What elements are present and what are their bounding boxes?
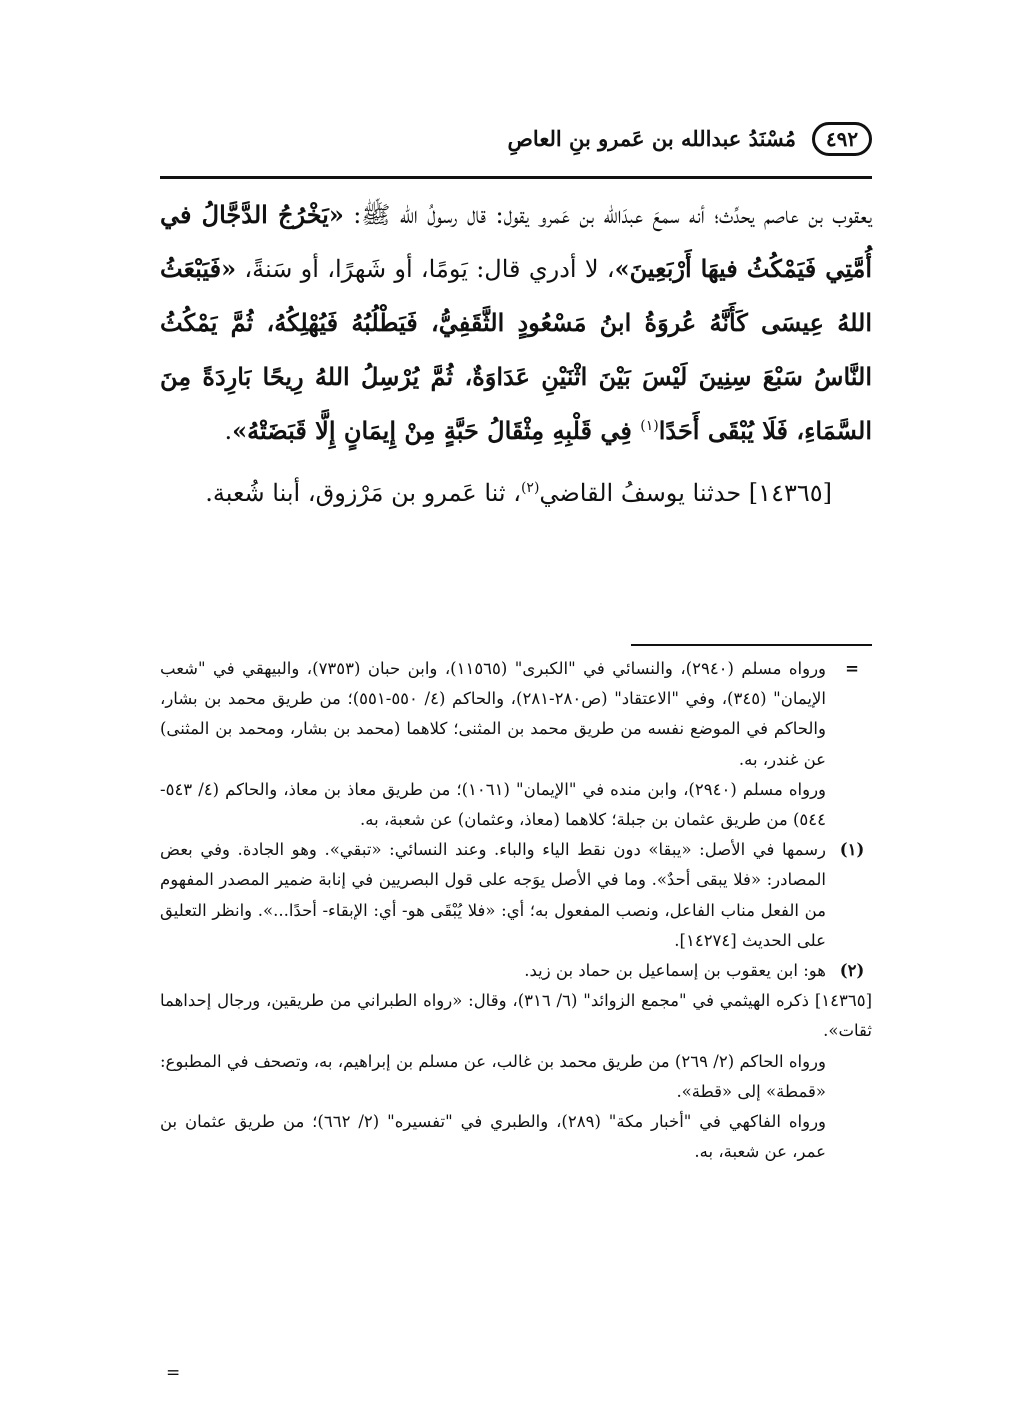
- footnote-line: ورواه الفاكهي في "أخبار مكة" (٢٨٩)، والطبري في "تفسيره" (٢/ ٦٦٢)؛ من طريق عثمان بن عمر، عن شعبة، به.: [160, 1112, 827, 1162]
- footnote-text: ذكره الهيثمي في "مجمع الزوائد" (٦/ ٣١٦)، وقال: «رواه الطبراني من طريقين، ورجال إحداهما ثقات».: [160, 991, 872, 1041]
- footnotes: [160, 654, 872, 1167]
- narration-text: .: [224, 417, 233, 445]
- continuation-marker-bottom: =: [166, 1363, 181, 1383]
- hadith-number: [١٤٣٦٥]: [814, 991, 873, 1011]
- footnote-text: رسمها في الأصل: «يبقا» دون نقط الياء والباء. وعند النسائي: «تبقي». وهو الجادة. وفي بعض المصادر: «فلا يبقى أحدٌ». وما في الأصل يوَجه على قول البصريين في إنابة ضمير المصدر المفهوم من الفعل مناب الفاعل، ونصب المفعول به؛ أي: «فلا يُبْقَى هو- أي: الإبقاء- أحدًا...». وانظر التعليق على الحديث [١٤٢٧٤].: [160, 840, 826, 950]
- prophetic-quote: «فَيَبْعَثُ اللهُ عِيسَى كَأَنَّهُ عُروَةُ ابنُ مَسْعُودٍ الثَّقَفِيُّ، فَيَطْلُبُهُ فَيُهْلِكُهُ، ثُمَّ يَمْكُثُ النَّاسُ سَبْعَ سِنِينَ لَيْسَ بَيْنَ اثْنَيْنِ عَدَاوَةٌ، ثُمَّ يُرْسِلُ اللهُ رِيحًا بَارِدَةً مِنَ السَّمَاءِ، فَلَا يُبْقَى أَحَدًا: [160, 254, 872, 445]
- header-rule: [160, 176, 872, 179]
- prophetic-quote: «يَخْرُجُ الدَّجَّالُ في أُمَّتِي فَيَمْكُثُ فيهَا أَرْبَعِينَ»: [160, 200, 872, 283]
- footnote-ref-1: (١): [640, 418, 659, 434]
- isnad-text: [١٤٣٦٥] حدثنا يوسفُ القاضي: [539, 479, 832, 507]
- running-title: مُسْنَدُ عبدالله بن عَمرو بنِ العاصِ: [507, 126, 796, 151]
- isnad-text: ، ثنا عَمرو بن مَرْزوق، أبنا شُعبة.: [205, 479, 521, 507]
- narration-text: ، لا أدري قال: يَومًا، أو شَهرًا، أو سَنةً،: [236, 255, 615, 283]
- narration-text: يعقوب بن عاصم يحدِّث؛ أنه سمعَ عبدَالله بن عَمرو يقول: قال رسولُ الله ﷺ:: [343, 201, 872, 229]
- page-number: ٤٩٢: [812, 122, 872, 156]
- footnote-1: [160, 835, 872, 956]
- main-text: [160, 188, 872, 520]
- footnote-ref-2: (٢): [520, 480, 540, 496]
- footnote-line: ورواه مسلم (٢٩٤٠)، والنسائي في "الكبرى" (١١٥٦٥)، وابن حبان (٧٣٥٣)، والبيهقي في "شعب الإيمان" (٣٤٥)، وفي "الاعتقاد" (ص٢٨٠-٢٨١)، والحاكم (٤/ ٥٥٠-٥٥١)؛ من طريق محمد بن بشار، والحاكم في الموضع نفسه من طريق محمد بن المثنى؛ كلاهما (محمد بن بشار، ومحمد بن المثنى) عن غندر، به.: [160, 659, 827, 769]
- footnote-rule: [631, 644, 872, 646]
- prophetic-quote: فِي قَلْبِهِ مِثْقَالُ حَبَّةٍ مِنْ إِيمَانٍ إِلَّا قَبَضَتْهُ»: [232, 416, 641, 445]
- hadith-paragraph: [160, 188, 872, 458]
- footnote-marker: (١): [839, 840, 865, 860]
- footnote-2: [160, 956, 872, 986]
- footnote-marker: (٢): [839, 961, 865, 981]
- footnote-line: [160, 986, 872, 1046]
- footnote-line: ورواه مسلم (٢٩٤٠)، وابن منده في "الإيمان" (١٠٦١)؛ من طريق معاذ بن معاذ، والحاكم (٤/ ٥٤٣- ٥٤٤) من طريق عثمان بن جبلة؛ كلاهما (معاذ، وعثمان) عن شعبة، به.: [160, 779, 826, 830]
- hadith-paragraph: [160, 466, 872, 520]
- footnote-continuation: [160, 654, 872, 835]
- footnote-text: هو: ابن يعقوب بن إسماعيل بن حماد بن زيد.: [524, 961, 826, 981]
- hadith-reference-note: [160, 986, 872, 1167]
- footnote-line: ورواه الحاكم (٢/ ٢٦٩) من طريق محمد بن غالب، عن مسلم بن إبراهيم، به، وتصحف في المطبوع: «قمطة» إلى «قطة».: [160, 1051, 826, 1101]
- continuation-marker: =: [845, 659, 859, 678]
- page-header: [160, 118, 872, 164]
